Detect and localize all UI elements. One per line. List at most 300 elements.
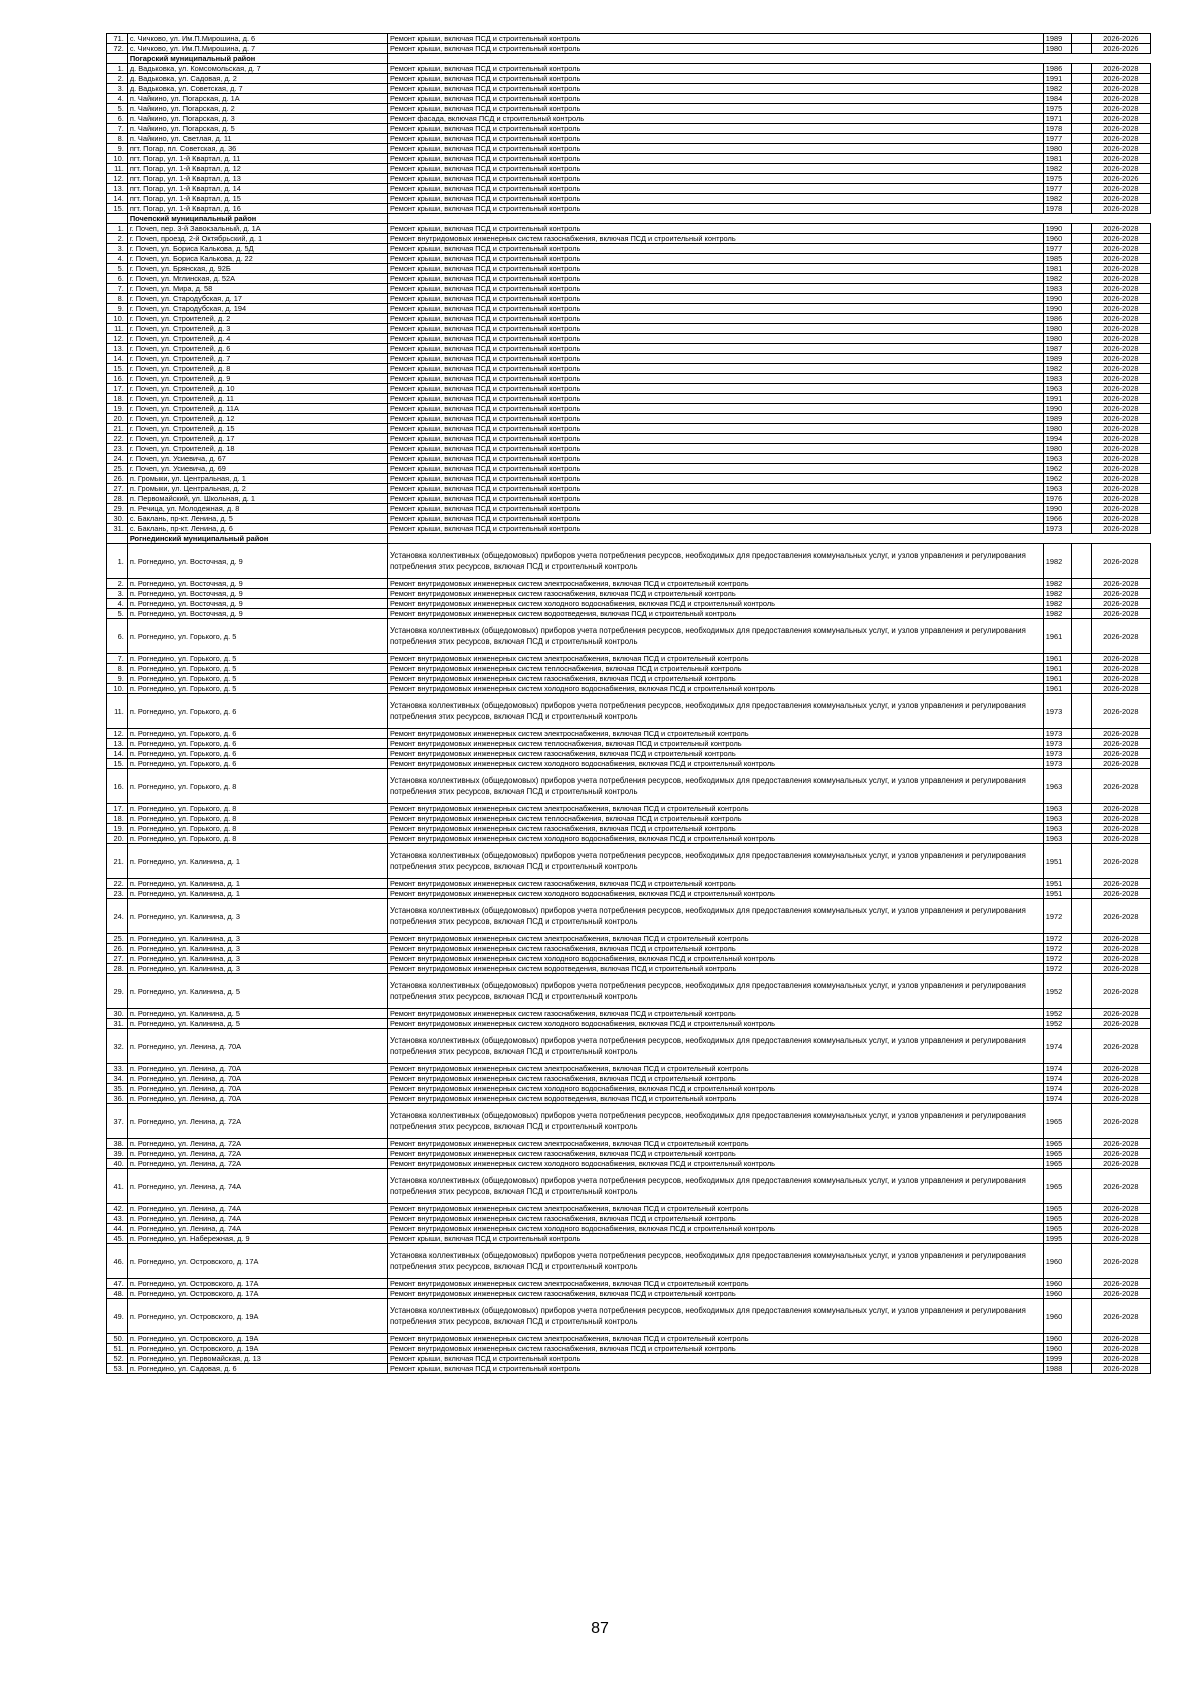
year-cell: 1960 xyxy=(1043,1299,1071,1334)
period-cell: 2026-2028 xyxy=(1091,314,1150,324)
work-type-cell: Ремонт внутридомовых инженерных систем холодного водоснабжения, включая ПСД и строительный контроль xyxy=(388,1224,1044,1234)
address-cell: п. Рогнедино, ул. Островского, д. 19А xyxy=(127,1334,387,1344)
address-cell: п. Рогнедино, ул. Ленина, д. 74А xyxy=(127,1224,387,1234)
table-row xyxy=(107,1149,1151,1159)
address-cell: п. Рогнедино, ул. Ленина, д. 70А xyxy=(127,1029,387,1064)
row-number: 10. xyxy=(107,684,128,694)
year-cell: 1963 xyxy=(1043,804,1071,814)
table-row xyxy=(107,234,1151,244)
year-cell: 1980 xyxy=(1043,334,1071,344)
work-type-cell: Ремонт крыши, включая ПСД и строительный контроль xyxy=(388,104,1044,114)
period-cell: 2026-2028 xyxy=(1091,599,1150,609)
period-cell: 2026-2028 xyxy=(1091,1289,1150,1299)
row-number: 38. xyxy=(107,1139,128,1149)
blank-cell xyxy=(1071,1234,1091,1244)
row-number: 8. xyxy=(107,134,128,144)
address-cell: п. Рогнедино, ул. Калинина, д. 3 xyxy=(127,954,387,964)
year-cell: 1963 xyxy=(1043,834,1071,844)
work-type-cell: Ремонт крыши, включая ПСД и строительный контроль xyxy=(388,1364,1044,1374)
year-cell: 1973 xyxy=(1043,729,1071,739)
period-cell: 2026-2028 xyxy=(1091,974,1150,1009)
year-cell: 1965 xyxy=(1043,1214,1071,1224)
table-row xyxy=(107,609,1151,619)
row-number: 2. xyxy=(107,579,128,589)
period-cell: 2026-2028 xyxy=(1091,224,1150,234)
work-type-cell: Ремонт внутридомовых инженерных систем водоотведения, включая ПСД и строительный контроль xyxy=(388,1094,1044,1104)
row-number: 28. xyxy=(107,964,128,974)
address-cell: г. Почеп, ул. Бориса Калькова, д. 5Д xyxy=(127,244,387,254)
blank-cell xyxy=(1071,1094,1091,1104)
row-number: 11. xyxy=(107,694,128,729)
row-number: 11. xyxy=(107,324,128,334)
table-row xyxy=(107,1289,1151,1299)
address-cell: п. Рогнедино, ул. Ленина, д. 74А xyxy=(127,1204,387,1214)
blank-cell xyxy=(1071,804,1091,814)
row-number: 6. xyxy=(107,274,128,284)
row-number: 42. xyxy=(107,1204,128,1214)
blank-cell xyxy=(1071,609,1091,619)
address-cell: п. Рогнедино, ул. Калинина, д. 3 xyxy=(127,934,387,944)
blank-cell xyxy=(1071,1084,1091,1094)
address-cell: пгт. Погар, ул. 1-й Квартал, д. 12 xyxy=(127,164,387,174)
address-cell: п. Рогнедино, ул. Горького, д. 5 xyxy=(127,664,387,674)
table-row xyxy=(107,434,1151,444)
period-cell: 2026-2028 xyxy=(1091,394,1150,404)
year-cell: 1973 xyxy=(1043,739,1071,749)
address-cell: п. Рогнедино, ул. Калинина, д. 5 xyxy=(127,974,387,1009)
blank-cell xyxy=(1071,749,1091,759)
table-row xyxy=(107,599,1151,609)
row-number: 10. xyxy=(107,314,128,324)
table-row xyxy=(107,759,1151,769)
table-row xyxy=(107,184,1151,194)
table-row xyxy=(107,889,1151,899)
year-cell: 1982 xyxy=(1043,609,1071,619)
table-row xyxy=(107,124,1151,134)
table-row xyxy=(107,1009,1151,1019)
address-cell: г. Почеп, ул. Строителей, д. 8 xyxy=(127,364,387,374)
year-cell: 1981 xyxy=(1043,154,1071,164)
period-cell: 2026-2028 xyxy=(1091,354,1150,364)
blank-cell xyxy=(1071,144,1091,154)
blank-cell xyxy=(1071,104,1091,114)
address-cell: п. Рогнедино, ул. Садовая, д. 6 xyxy=(127,1364,387,1374)
row-number: 11. xyxy=(107,164,128,174)
row-number: 26. xyxy=(107,944,128,954)
work-type-cell: Ремонт крыши, включая ПСД и строительный контроль xyxy=(388,454,1044,464)
year-cell: 1981 xyxy=(1043,264,1071,274)
section-empty-cell xyxy=(388,534,1044,544)
table-row xyxy=(107,224,1151,234)
period-cell: 2026-2028 xyxy=(1091,1344,1150,1354)
year-cell: 1960 xyxy=(1043,1289,1071,1299)
table-row xyxy=(107,114,1151,124)
blank-cell xyxy=(1071,579,1091,589)
blank-cell xyxy=(1071,494,1091,504)
year-cell: 1985 xyxy=(1043,254,1071,264)
period-cell: 2026-2028 xyxy=(1091,114,1150,124)
row-number: 16. xyxy=(107,769,128,804)
period-cell: 2026-2028 xyxy=(1091,1234,1150,1244)
row-number: 3. xyxy=(107,84,128,94)
period-cell: 2026-2028 xyxy=(1091,879,1150,889)
work-type-cell: Ремонт крыши, включая ПСД и строительный контроль xyxy=(388,204,1044,214)
year-cell: 1963 xyxy=(1043,484,1071,494)
row-number: 8. xyxy=(107,294,128,304)
period-cell: 2026-2028 xyxy=(1091,964,1150,974)
blank-cell xyxy=(1071,224,1091,234)
year-cell: 1963 xyxy=(1043,824,1071,834)
address-cell: г. Почеп, ул. Строителей, д. 17 xyxy=(127,434,387,444)
row-number: 2. xyxy=(107,74,128,84)
year-cell: 1951 xyxy=(1043,889,1071,899)
work-type-cell: Установка коллективных (общедомовых) приборов учета потребления ресурсов, необходимых для предоставления коммунальных услуг, и узлов управления и регулирования потребления этих ресурсов, включая ПСД и строительный контроль xyxy=(388,1169,1044,1204)
period-cell: 2026-2028 xyxy=(1091,1139,1150,1149)
year-cell: 1989 xyxy=(1043,34,1071,44)
row-number: 19. xyxy=(107,404,128,414)
blank-cell xyxy=(1071,589,1091,599)
blank-cell xyxy=(1071,64,1091,74)
year-cell: 1963 xyxy=(1043,814,1071,824)
blank-cell xyxy=(1071,504,1091,514)
period-cell: 2026-2028 xyxy=(1091,84,1150,94)
address-cell: п. Рогнедино, ул. Горького, д. 8 xyxy=(127,814,387,824)
table-row xyxy=(107,1279,1151,1289)
table-row xyxy=(107,364,1151,374)
row-number: 41. xyxy=(107,1169,128,1204)
table-row xyxy=(107,664,1151,674)
work-type-cell: Ремонт крыши, включая ПСД и строительный контроль xyxy=(388,374,1044,384)
work-type-cell: Ремонт внутридомовых инженерных систем электроснабжения, включая ПСД и строительный контроль xyxy=(388,1064,1044,1074)
blank-cell xyxy=(1071,769,1091,804)
year-cell: 1978 xyxy=(1043,124,1071,134)
row-number: 17. xyxy=(107,384,128,394)
work-type-cell: Ремонт крыши, включая ПСД и строительный контроль xyxy=(388,174,1044,184)
table-row xyxy=(107,94,1151,104)
blank-cell xyxy=(1071,384,1091,394)
row-number: 44. xyxy=(107,1224,128,1234)
period-cell: 2026-2026 xyxy=(1091,44,1150,54)
year-cell: 1965 xyxy=(1043,1224,1071,1234)
year-cell: 1963 xyxy=(1043,769,1071,804)
section-empty-cell xyxy=(1071,534,1091,544)
year-cell: 1965 xyxy=(1043,1159,1071,1169)
address-cell: п. Рогнедино, ул. Калинина, д. 3 xyxy=(127,964,387,974)
address-cell: п. Рогнедино, ул. Горького, д. 5 xyxy=(127,654,387,664)
address-cell: г. Почеп, ул. Мира, д. 58 xyxy=(127,284,387,294)
work-type-cell: Ремонт внутридомовых инженерных систем электроснабжения, включая ПСД и строительный контроль xyxy=(388,1204,1044,1214)
address-cell: г. Почеп, ул. Строителей, д. 6 xyxy=(127,344,387,354)
row-number: 7. xyxy=(107,654,128,664)
period-cell: 2026-2028 xyxy=(1091,579,1150,589)
table-row xyxy=(107,454,1151,464)
table-row xyxy=(107,194,1151,204)
row-number: 20. xyxy=(107,414,128,424)
row-number: 18. xyxy=(107,394,128,404)
blank-cell xyxy=(1071,444,1091,454)
address-cell: с. Баклань, пр-кт. Ленина, д. 6 xyxy=(127,524,387,534)
blank-cell xyxy=(1071,1074,1091,1084)
work-type-cell: Установка коллективных (общедомовых) приборов учета потребления ресурсов, необходимых для предоставления коммунальных услуг, и узлов управления и регулирования потребления этих ресурсов, включая ПСД и строительный контроль xyxy=(388,1244,1044,1279)
address-cell: г. Почеп, пер. 3-й Завокзальный, д. 1А xyxy=(127,224,387,234)
address-cell: п. Рогнедино, ул. Горького, д. 8 xyxy=(127,824,387,834)
period-cell: 2026-2028 xyxy=(1091,694,1150,729)
blank-cell xyxy=(1071,314,1091,324)
period-cell: 2026-2028 xyxy=(1091,344,1150,354)
row-number: 29. xyxy=(107,974,128,1009)
section-header-row xyxy=(107,54,1151,64)
row-number: 15. xyxy=(107,759,128,769)
year-cell: 1982 xyxy=(1043,194,1071,204)
address-cell: г. Почеп, ул. Бориса Калькова, д. 22 xyxy=(127,254,387,264)
row-number: 8. xyxy=(107,664,128,674)
period-cell: 2026-2028 xyxy=(1091,524,1150,534)
row-number: 15. xyxy=(107,204,128,214)
table-row xyxy=(107,104,1151,114)
address-cell: п. Рогнедино, ул. Калинина, д. 1 xyxy=(127,844,387,879)
year-cell: 1974 xyxy=(1043,1094,1071,1104)
period-cell: 2026-2028 xyxy=(1091,1214,1150,1224)
period-cell: 2026-2026 xyxy=(1091,34,1150,44)
work-type-cell: Ремонт крыши, включая ПСД и строительный контроль xyxy=(388,304,1044,314)
address-cell: п. Чайкино, ул. Светлая, д. 11 xyxy=(127,134,387,144)
table-row xyxy=(107,1344,1151,1354)
year-cell: 1977 xyxy=(1043,134,1071,144)
row-number: 1. xyxy=(107,64,128,74)
year-cell: 1986 xyxy=(1043,314,1071,324)
address-cell: п. Рогнедино, ул. Ленина, д. 74А xyxy=(127,1169,387,1204)
table-row xyxy=(107,314,1151,324)
year-cell: 1994 xyxy=(1043,434,1071,444)
address-cell: д. Вадьковка, ул. Советская, д. 7 xyxy=(127,84,387,94)
period-cell: 2026-2028 xyxy=(1091,484,1150,494)
address-cell: г. Почеп, ул. Строителей, д. 12 xyxy=(127,414,387,424)
year-cell: 1960 xyxy=(1043,1279,1071,1289)
blank-cell xyxy=(1071,1029,1091,1064)
table-row xyxy=(107,954,1151,964)
year-cell: 1960 xyxy=(1043,234,1071,244)
blank-cell xyxy=(1071,1159,1091,1169)
period-cell: 2026-2028 xyxy=(1091,94,1150,104)
address-cell: п. Рогнедино, ул. Островского, д. 17А xyxy=(127,1289,387,1299)
row-number: 4. xyxy=(107,94,128,104)
year-cell: 1982 xyxy=(1043,364,1071,374)
address-cell: п. Рогнедино, ул. Островского, д. 17А xyxy=(127,1244,387,1279)
year-cell: 1960 xyxy=(1043,1244,1071,1279)
repair-schedule-table xyxy=(106,33,1151,1374)
work-type-cell: Ремонт внутридомовых инженерных систем газоснабжения, включая ПСД и строительный контроль xyxy=(388,674,1044,684)
row-number: 17. xyxy=(107,804,128,814)
year-cell: 1976 xyxy=(1043,494,1071,504)
address-cell: п. Рогнедино, ул. Восточная, д. 9 xyxy=(127,599,387,609)
work-type-cell: Установка коллективных (общедомовых) приборов учета потребления ресурсов, необходимых для предоставления коммунальных услуг, и узлов управления и регулирования потребления этих ресурсов, включая ПСД и строительный контроль xyxy=(388,619,1044,654)
blank-cell xyxy=(1071,394,1091,404)
period-cell: 2026-2028 xyxy=(1091,414,1150,424)
blank-cell xyxy=(1071,1354,1091,1364)
address-cell: п. Рогнедино, ул. Восточная, д. 9 xyxy=(127,544,387,579)
work-type-cell: Ремонт крыши, включая ПСД и строительный контроль xyxy=(388,264,1044,274)
work-type-cell: Ремонт крыши, включая ПСД и строительный контроль xyxy=(388,44,1044,54)
blank-cell xyxy=(1071,284,1091,294)
blank-cell xyxy=(1071,364,1091,374)
work-type-cell: Ремонт внутридомовых инженерных систем газоснабжения, включая ПСД и строительный контроль xyxy=(388,749,1044,759)
row-number: 40. xyxy=(107,1159,128,1169)
work-type-cell: Ремонт внутридомовых инженерных систем газоснабжения, включая ПСД и строительный контроль xyxy=(388,1009,1044,1019)
work-type-cell: Ремонт внутридомовых инженерных систем газоснабжения, включая ПСД и строительный контроль xyxy=(388,1289,1044,1299)
blank-cell xyxy=(1071,889,1091,899)
address-cell: п. Рогнедино, ул. Ленина, д. 74А xyxy=(127,1214,387,1224)
period-cell: 2026-2028 xyxy=(1091,1244,1150,1279)
row-number: 31. xyxy=(107,1019,128,1029)
row-number: 45. xyxy=(107,1234,128,1244)
blank-cell xyxy=(1071,264,1091,274)
year-cell: 1986 xyxy=(1043,64,1071,74)
work-type-cell: Ремонт внутридомовых инженерных систем холодного водоснабжения, включая ПСД и строительный контроль xyxy=(388,1084,1044,1094)
table-row xyxy=(107,144,1151,154)
row-number: 19. xyxy=(107,824,128,834)
row-number: 5. xyxy=(107,609,128,619)
address-cell: п. Рогнедино, ул. Калинина, д. 5 xyxy=(127,1019,387,1029)
period-cell: 2026-2028 xyxy=(1091,1029,1150,1064)
blank-cell xyxy=(1071,234,1091,244)
work-type-cell: Ремонт крыши, включая ПСД и строительный контроль xyxy=(388,344,1044,354)
period-cell: 2026-2028 xyxy=(1091,769,1150,804)
table-row xyxy=(107,1364,1151,1374)
address-cell: п. Рогнедино, ул. Набережная, д. 9 xyxy=(127,1234,387,1244)
row-number: 29. xyxy=(107,504,128,514)
address-cell: п. Рогнедино, ул. Восточная, д. 9 xyxy=(127,589,387,599)
work-type-cell: Ремонт внутридомовых инженерных систем газоснабжения, включая ПСД и строительный контроль xyxy=(388,1149,1044,1159)
blank-cell xyxy=(1071,1364,1091,1374)
period-cell: 2026-2028 xyxy=(1091,514,1150,524)
table-row xyxy=(107,284,1151,294)
address-cell: п. Рогнедино, ул. Калинина, д. 5 xyxy=(127,1009,387,1019)
year-cell: 1983 xyxy=(1043,284,1071,294)
table-row xyxy=(107,749,1151,759)
address-cell: п. Чайкино, ул. Погарская, д. 2 xyxy=(127,104,387,114)
row-number: 14. xyxy=(107,749,128,759)
address-cell: г. Почеп, ул. Строителей, д. 11 xyxy=(127,394,387,404)
address-cell: п. Рогнедино, ул. Ленина, д. 70А xyxy=(127,1084,387,1094)
year-cell: 1963 xyxy=(1043,384,1071,394)
work-type-cell: Ремонт крыши, включая ПСД и строительный контроль xyxy=(388,334,1044,344)
row-number: 6. xyxy=(107,114,128,124)
row-number: 43. xyxy=(107,1214,128,1224)
row-number: 25. xyxy=(107,934,128,944)
section-number-cell xyxy=(107,534,128,544)
table-row xyxy=(107,1064,1151,1074)
table-row xyxy=(107,1204,1151,1214)
blank-cell xyxy=(1071,974,1091,1009)
year-cell: 1982 xyxy=(1043,589,1071,599)
work-type-cell: Ремонт крыши, включая ПСД и строительный контроль xyxy=(388,1354,1044,1364)
year-cell: 1988 xyxy=(1043,1364,1071,1374)
address-cell: г. Почеп, ул. Мглинская, д. 52А xyxy=(127,274,387,284)
work-type-cell: Ремонт крыши, включая ПСД и строительный контроль xyxy=(388,444,1044,454)
address-cell: п. Рогнедино, ул. Калинина, д. 1 xyxy=(127,879,387,889)
row-number: 22. xyxy=(107,434,128,444)
period-cell: 2026-2028 xyxy=(1091,404,1150,414)
period-cell: 2026-2028 xyxy=(1091,334,1150,344)
blank-cell xyxy=(1071,1244,1091,1279)
address-cell: г. Почеп, ул. Строителей, д. 2 xyxy=(127,314,387,324)
blank-cell xyxy=(1071,954,1091,964)
blank-cell xyxy=(1071,244,1091,254)
row-number: 26. xyxy=(107,474,128,484)
work-type-cell: Ремонт внутридомовых инженерных систем электроснабжения, включая ПСД и строительный контроль xyxy=(388,934,1044,944)
table-row xyxy=(107,1299,1151,1334)
row-number: 37. xyxy=(107,1104,128,1139)
period-cell: 2026-2028 xyxy=(1091,824,1150,834)
year-cell: 1971 xyxy=(1043,114,1071,124)
blank-cell xyxy=(1071,739,1091,749)
address-cell: п. Рогнедино, ул. Горького, д. 6 xyxy=(127,759,387,769)
work-type-cell: Ремонт крыши, включая ПСД и строительный контроль xyxy=(388,134,1044,144)
row-number: 27. xyxy=(107,484,128,494)
page-number: 87 xyxy=(591,1620,609,1637)
period-cell: 2026-2028 xyxy=(1091,374,1150,384)
row-number: 5. xyxy=(107,264,128,274)
blank-cell xyxy=(1071,544,1091,579)
section-empty-cell xyxy=(1043,54,1071,64)
table-row xyxy=(107,834,1151,844)
work-type-cell: Ремонт внутридомовых инженерных систем водоотведения, включая ПСД и строительный контроль xyxy=(388,609,1044,619)
table-row xyxy=(107,694,1151,729)
address-cell: п. Рогнедино, ул. Горького, д. 5 xyxy=(127,674,387,684)
year-cell: 1962 xyxy=(1043,474,1071,484)
blank-cell xyxy=(1071,164,1091,174)
row-number: 24. xyxy=(107,454,128,464)
address-cell: п. Рогнедино, ул. Калинина, д. 3 xyxy=(127,944,387,954)
period-cell: 2026-2028 xyxy=(1091,194,1150,204)
blank-cell xyxy=(1071,879,1091,889)
work-type-cell: Ремонт крыши, включая ПСД и строительный контроль xyxy=(388,254,1044,264)
period-cell: 2026-2028 xyxy=(1091,729,1150,739)
blank-cell xyxy=(1071,424,1091,434)
year-cell: 1965 xyxy=(1043,1204,1071,1214)
year-cell: 1991 xyxy=(1043,394,1071,404)
year-cell: 1973 xyxy=(1043,694,1071,729)
work-type-cell: Ремонт крыши, включая ПСД и строительный контроль xyxy=(388,74,1044,84)
year-cell: 1982 xyxy=(1043,599,1071,609)
work-type-cell: Ремонт внутридомовых инженерных систем холодного водоснабжения, включая ПСД и строительный контроль xyxy=(388,599,1044,609)
blank-cell xyxy=(1071,1299,1091,1334)
address-cell: п. Рогнедино, ул. Горького, д. 8 xyxy=(127,804,387,814)
period-cell: 2026-2028 xyxy=(1091,759,1150,769)
table-row xyxy=(107,274,1151,284)
row-number: 52. xyxy=(107,1354,128,1364)
table-row xyxy=(107,34,1151,44)
address-cell: п. Рогнедино, ул. Ленина, д. 72А xyxy=(127,1104,387,1139)
period-cell: 2026-2028 xyxy=(1091,609,1150,619)
work-type-cell: Ремонт внутридомовых инженерных систем теплоснабжения, включая ПСД и строительный контроль xyxy=(388,739,1044,749)
work-type-cell: Ремонт крыши, включая ПСД и строительный контроль xyxy=(388,194,1044,204)
row-number: 16. xyxy=(107,374,128,384)
address-cell: г. Почеп, ул. Стародубская, д. 17 xyxy=(127,294,387,304)
period-cell: 2026-2028 xyxy=(1091,234,1150,244)
address-cell: п. Рогнедино, ул. Горького, д. 8 xyxy=(127,769,387,804)
work-type-cell: Ремонт внутридомовых инженерных систем электроснабжения, включая ПСД и строительный контроль xyxy=(388,1279,1044,1289)
table-row xyxy=(107,504,1151,514)
period-cell: 2026-2028 xyxy=(1091,1224,1150,1234)
section-empty-cell xyxy=(1071,54,1091,64)
period-cell: 2026-2028 xyxy=(1091,619,1150,654)
period-cell: 2026-2028 xyxy=(1091,184,1150,194)
blank-cell xyxy=(1071,114,1091,124)
blank-cell xyxy=(1071,1064,1091,1074)
blank-cell xyxy=(1071,514,1091,524)
period-cell: 2026-2028 xyxy=(1091,504,1150,514)
